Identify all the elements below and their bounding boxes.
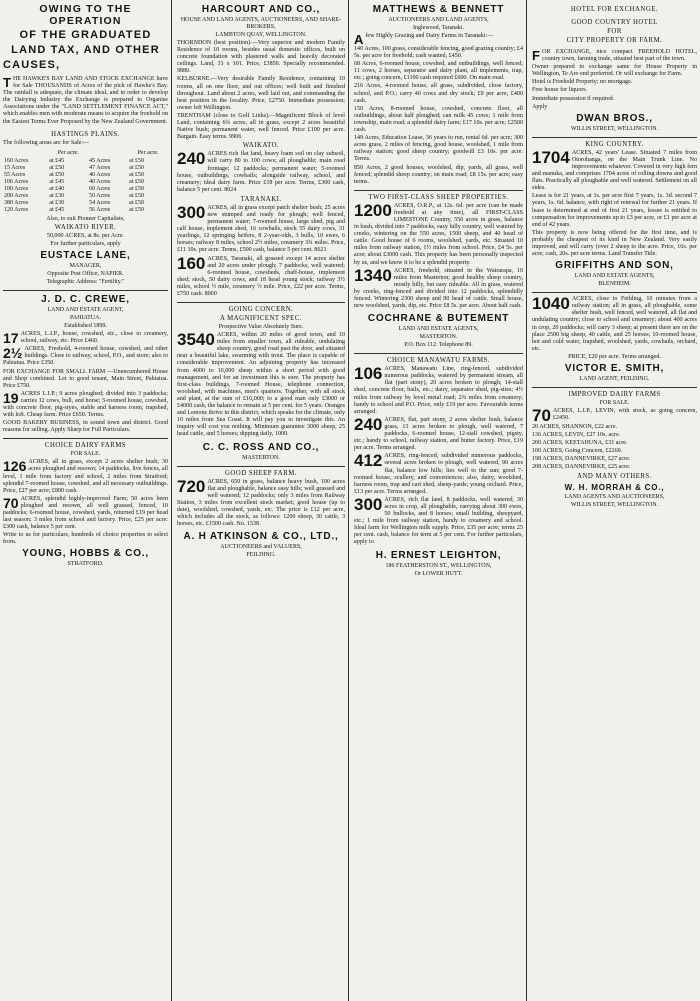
listing-text: ACRES, splendid highly-improved Farm; 50 acres been ploughed and resown, all well grassed, fenced, 10 paddocks; 6-roomed house, cowshed, yards, returned £19 per head last season; 3 miles from school and factory. Price, £25 per acre: £300 cash, balance 5 per cent. [3,495,168,531]
improved-dairy-advert [532,391,697,509]
table-cell: 50 Acres [89,192,111,199]
table-cell: at £45 [49,206,65,213]
concern-title: GOING CONCERN. [228,306,294,314]
listing-acres: 2½ [3,345,23,362]
listing [3,391,168,420]
table-row [3,179,168,186]
cochrane-role: LAND AND ESTATE AGENTS, [398,326,479,333]
listing-acres: 240 [354,414,383,434]
listing [354,414,523,453]
table-cell: 106 Acres [4,178,29,185]
table-cell: at £50 [129,199,145,206]
listing-text: ACRES, all in grass, except 2 acres shelter bush; 30 acres ploughed and resown; 14 paddocks, live fences, all level, 1 mile from factory and school, 2 miles from Stratford; splendid 7-roomed house, cowshed, and all necessary outbuildings. Price, £27 per acre; £800 cash. [3,459,168,494]
table-head-cell [88,149,128,158]
table-cell: at £50 [129,185,145,192]
harcourt-advert [177,4,345,303]
griffiths-town: BLENHEIM. [598,281,631,288]
listing-text: 68 Acres, 6-roomed house, cowshed, and outbuildings, well fenced; 11 cows, 2 horses, separator and dairy plant, all implements, trap, etc.; going concern, £1100 cash required £600. On main road. [354,61,523,82]
listing-text: 140 Acres, 100 grass, considerable fencing, good grazing country; £4 5s. per acre for freehold; cash wanted, £450. [354,46,523,60]
listing [3,369,168,390]
table-row [3,200,168,207]
listing-text: ACRES, flat, part stony, 2 acres shelter bush, balance grass, 13 acres broken to plough, well watered, 7 paddocks, 6-roomed house, 12-stall cowshed, pigsty, etc.; handy to school, railway station, and butter factory. Price, £19 per acre. Terms arranged. [354,416,523,452]
listing-acres: 240 [177,149,206,169]
concern-firm: C. C. ROSS AND CO., [202,441,320,453]
morrah-role: LAND AGENTS AND AUCTIONEERS, [564,493,665,500]
crewe-advert [3,294,168,439]
listing [354,366,523,417]
two-sheep-properties-advert [354,194,523,354]
concern-subtitle: A MAGNIFICENT SPEC. [219,315,303,323]
griffiths-role: LAND AND ESTATE AGENTS, [574,273,655,280]
listing [177,253,345,300]
dwan-address: WILLIS STREET, WELLINGTON. [570,125,659,132]
table-cell: at £50 [49,164,65,171]
leighton-address-2: Or LOWER HUTT. [414,570,463,577]
crewe-name: J. D. C. CREWE, [41,294,130,306]
harcourt-role: HOUSE AND LAND AGENTS, AUCTIONEERS, AND SHARE-BROKERS, [180,17,342,30]
improved-title: IMPROVED DAIRY FARMS [568,391,661,398]
cochrane-town: MASTERTON. [419,334,458,341]
table-cell: 380 Acres [4,199,29,206]
listing-acres: 17 [3,330,19,347]
matthews-role: AUCTIONEERS AND LAND AGENTS, [388,17,489,23]
table-cell: 45 Acres [89,157,111,164]
hastings-plains-title: HASTINGS PLAINS. [51,130,120,138]
hotel-para: Immediate possession if required. [532,95,615,102]
table-cell: at £45 [49,157,65,164]
improved-more: AND MANY OTHERS. [577,472,652,480]
table-head-cell: Per acre. [137,149,159,156]
matthews-intro: few Highly Grazing and Dairy Farms in Taranaki:— [365,33,494,39]
column-4 [529,0,700,1001]
morrah-firm: W. H. MORRAH & CO., [564,482,665,492]
hotel-para: Hotel is Freehold Property; no mortgage. [532,79,633,86]
leighton-firm: H. ERNEST LEIGHTON, [375,549,502,561]
listing-text: THORNDON (best position).—Very superior and modern Family Residence of 10 rooms, besides usual domestic offices, built on concrete foundation with plastered walls and heavily decorated ceilings. Land, 31 x 101. Price, £3850. Specially recommended. 9880. [177,40,345,75]
sheep-town: FEILDING. [246,552,276,559]
listing-text: ACRES, Freehold, 4-roomed house, cowshed, and other buildings. Close to railway, school, P.O., and store; also to Pahiatua. Price £350. [3,346,168,367]
table-row [3,158,168,165]
hotel-para: Owner prepared to exchange same for House Property in Wellington, Te Aro end preferred. Or will exchange for Farm. [532,64,697,78]
owing-headline-2: OF THE GRADUATED [19,29,152,41]
hotel-body: OR EXCHANGE, nice compact FREEHOLD HOTEL, country town, farming trade, situated best part of the town. [541,49,697,63]
listing-text: ACRES, close to Feilding, 10 minutes from a railway station; all in grass, all ploughable, some shelter bush, well fenced, well watered, all flat and undulating country; close to school and creamery; about 400 acres in crop, 20 paddocks; will carry 3 sheep; at present there are on the place 2500 big sheep, 40 cattle, and 25 horses; 10-roomed house, hot and cold water, trapshed, woolshed, yards, cowbails, orchard, etc. [532,296,697,352]
listing [177,202,345,256]
cochrane-firm: COCHRANE & BUTEMENT [367,313,510,325]
listing [354,453,523,497]
owing-headline-3: LAND TAX, AND OTHER [11,44,160,56]
harcourt-address: LAMBTON QUAY, WELLINGTON. [215,32,307,38]
table-head-cell: Per acre. [57,149,79,156]
improved-line: 208 ACRES, DANNEVIRKE, £25 acre. [532,464,631,471]
crewe-role: LAND AND ESTATE AGENT, [47,307,124,314]
listing [3,331,168,346]
listing [3,496,168,532]
listing-text: ACRES, L.I.P., LEVIN, with stock, as going concern, £2450. [552,408,697,422]
agent-name: EUSTACE LANE, [40,250,131,262]
owing-dropcap: T [3,75,11,90]
improved-line: 20 ACRES, SHANNON, £22 acre. [532,424,618,430]
king-country-advert [532,141,697,293]
crewe-established: Established 1899. [64,323,107,330]
listing-text: GOOD BAKERY BUSINESS, in sound town and district. Good reasons for selling. Apply Sharp for Full Particulars. [3,420,168,434]
listing-text: 150 Acres, 8-roomed house, cowshed, concrete floor, all outbuildings, about half ploughed; can milk 45 cows; 1 mile from township, main road; a splendid dairy farm; £17 10s. per acre; £2500 cash. [354,105,523,134]
listing-text: ACRES, 650 in grass, balance heavy bush, 100 acres flat and ploughable, balance easy hills; well grassed and well watered; 12 paddocks; only 3 miles from Railway Station, 3 miles from excellent stock market; good house (up to date), woolshed, cowshed, yards, etc. The price is £12 per acre, which includes all the stock, as follows: 1200 sheep, 30 cattle, 3 horses, etc. £1500 cash. No. 1538. [177,478,345,528]
listing-text: TRENTHAM (close to Golf Links).—Magnificent Block of level Land, containing 6¾ acres, all in grass, except 2 acres beautiful Native bush; permanent water, well fenced. Price £100 per acre. Bargain. Easy terms. 9906 [177,112,345,141]
listing-text: FOR EXCHANGE FOR SMALL FARM —Unencumbered House and Shop combined. Let to good tenant, Main Street, Pahiatua. Price £750. [3,368,168,389]
listing-acres: 1340 [354,265,392,285]
improved-line: 200 ACRES, KEETAHUNA, £31 acre. [532,440,628,447]
listing-text: ACRES, O.R.P., at 12s. 6d. per acre (can be made freehold at any time), all FIRST-CLASS LIMESTONE Country, 550 acres in grass, balance in bush, divided into 7 paddocks, easy hilly country, well watered by creeks, wintering on the 550 acres, 1500 sheep, and 40 head of cattle. Good house of 6 rooms, woolshed, yards, etc. Situated 10 miles from railway station, 1½ miles from school. Price, £4 5s. per acre; about £3000 cash. This property has been personally inspected by us, and we know it to be a splendid property. [354,202,523,266]
table-cell: at £50 [129,171,145,178]
hotel-apply: Apply [532,103,548,110]
listing-text: 216 Acres, 4-roomed house, all grass, subdivided, close factory, school, and P.O.; carry 40 cows and dry stock; £9 per acre, £400 cash. [354,83,523,104]
further-line: For further particulars, apply [50,240,121,247]
listing-acres: 412 [354,451,383,471]
listing-text: 850 Acres, 2 good houses, woolshed, dip, yards, all grass, well fenced; splendid sheep country; on main road; £8 15s. per acre; easy terms. [354,164,523,185]
improved-line: 136 ACRES, LEVIN, £27 10s. acre. [532,432,621,439]
table-cell: at £50 [49,171,65,178]
twofarms-title: TWO FIRST-CLASS SHEEP PROPERTIES. [368,193,509,201]
king-para: Lease is for 21 years, at 1s. per acre first 7 years, 1s. 3d. second 7 years, 1s. 6d. balance, with right of renewal for further 21 years. If lease is determined at end of first 21 years, lessee is entitled to compensation for improvements up to £3 per acre, or £1 per acre at end of 42 years. [532,193,697,228]
listing-acres: 126 [3,458,27,475]
listing-acres: 720 [177,476,206,496]
listing-text: ACRES, within 20 miles of good town, and 10 miles from smaller town, all rideable, undulating sheep country, good road past the door, and situated near a beautiful lake, swarming with trout. The place is capable of considerable improvement. An adjoining property has increased from 4000 to 10,000 sheep within a short period with good management, and for an investment this is sure. The property has first-class buildings, 7-roomed House, telephone connection, woolshed, with machines, men's quarters. Together, with all stock and plant, at the sum of £16,000; to a good man only £3000 or £4000 cash, the balance to remain at 5 per cent. for 5 years. Oranges and Lemons thrive in this district, which speaks for the climate, only 10 miles from Sea Coast. It will pay you to investigate this. An inquiry will cost you nothing. Minimum guarantee 3000 sheep, 25 head cattle, and 5 horses; dipping daily, 1000. [177,332,345,438]
owing-headline-1: OWING TO THE OPERATION [39,3,132,27]
hotel-sub-2: FOR [607,28,622,35]
concern-note: Prospective Value Absolutely Sure. [218,324,304,331]
listing-text: ACRES, all in grass except patch shelter bush; 25 acres new stumped and ready for plough; well fenced, permanent water; 7-roomed house, large shed, pig and calf house, implement shed, 16 cowbails, stock 55 dairy cows, 31 yearlings, 12 springing heifers, 8 2-year-olds, 3 bulls, 10 ewes, 6 horses; railway 8 miles, school 2½ miles, creamery 3¾ miles. Price, £11 10s. per acre. Terms, £500 cash, balance 5 per cent. 8621 [177,204,345,254]
smith-role: LAND AGENT, FEILDING. [579,376,650,382]
listing-text: ACRES, L.I.P., house, cowshed, etc., close to creamery, school, railway, etc. Price £460. [20,331,168,345]
choice-title: CHOICE DAIRY FARMS [44,442,127,450]
owing-advert [3,3,168,291]
listing-acres: 70 [3,494,19,511]
table-row [3,193,168,200]
hotel-para: Free house for liquors. [532,87,588,94]
listing [3,459,168,495]
waikato-river-title: WAIKATO RIVER. [54,223,117,231]
hotel-sub-3: CITY PROPERTY OR FARM. [566,37,663,44]
also-line: Also, to suit Pioneer Capitalists, [46,215,125,222]
table-cell: at £50 [129,157,145,164]
table-row [3,207,168,214]
listing-text: KELBURNE.—Very desirable Family Residence, containing 10 rooms, all on one floor, and out offices; well built and finished throughout. Land about 2 acres, well laid out, and commanding the best position in the locality. Price, £2750. Immediate possession; owner left Wellington. [177,76,345,111]
listing-text: 149 Acres, Education Lease, 36 years to run, rental 6d. per acre; 300 acres grass, 2 miles of fencing, good house, woolshed, 1 mile from railway station; good sheep country; goodwill £3 10s. per acre. Terms. [354,135,523,163]
listing-text: ACRES rich flat land, heavy loam soil on clay subsoil, will carry 80 to 100 cows; all ploughable; main road frontage; 12 paddocks; permanent water; 5-roomed house, outbuildings, cowbails; alongside railway, school, and creamery; ideal dairy farm. Price £18 per acre. Terms, £300 cash, balance 5 per cent. 8024 [177,151,345,193]
listing-text: ACRES, 42 years' Lease. Situated 7 miles from Otorohanga, on the Main Trunk Line. No improvements whatever. Covered in very high fern and manuka, and comprises 1704 acres of rolling downs and good flats. Practically all ploughable and well watered. Settlement on all sides. [532,149,697,192]
waikato-acres: 50,000 ACRES, at 8s. per Acre. [46,232,125,239]
table-cell: at £50 [129,164,145,171]
owing-headline-4: CAUSES, [3,59,61,71]
listing [3,420,168,434]
matthews-address: Inglewood, Taranaki. [413,25,464,31]
owing-body: HE HAWKE'S BAY LAND AND STOCK EXCHANGE have for Sale THOUSANDS of Acres of the pick of Hawke's Bay. The rainfall is adequate, the climate ideal, and in order to develop the Dairying Industry the Exchange is prepared to Organise Associations under the "LAND SETTLEMENT FINANCE ACT," which enables men with moderate means to acquire the freehold on the Easiest Terms Ever Proposed by the New Zealand Government. [3,76,168,125]
listing [354,494,523,548]
table-cell: 40 Acres [89,171,111,178]
listing-acres: 160 [177,253,206,273]
manawatu-title: CHOICE MANAWATU FARMS. [386,357,491,365]
table-cell: 200 Acres [4,192,29,199]
table-row [3,165,168,172]
griffiths-firm: GRIFFITHS AND SON, [555,260,674,272]
hastings-table [3,149,168,214]
table-cell: at £50 [129,192,145,199]
listing [354,200,523,268]
table-cell: at £50 [129,206,145,213]
harcourt-name: HARCOURT AND CO., [201,4,321,15]
table-cell: at £30 [49,199,65,206]
table-cell: 60 Acres [89,185,111,192]
table-cell: at £30 [49,192,65,199]
improved-line: 198 ACRES, DANNEVIRKE, £27 acre. [532,456,631,463]
listing-acres: 300 [354,494,383,514]
leighton-address: 186 FEATHERSTON ST., WELLINGTON, [385,562,492,569]
listing [3,346,168,368]
morrah-address: WILLIS STREET, WELLINGTON. [570,501,659,508]
agent-role: MANAGER, [69,263,102,270]
column-3 [351,0,527,1001]
table-cell: at £40 [49,185,65,192]
listing-text: ACRES, ring-fenced, subdivided numerous paddocks, several acres broken to plough, well watered, 90 acres flat, balance low hills; lies well to the sun; good 7-roomed house, scullery, and conveniences; also, dairy, woolshed, harness room, trap and cart shed, sheep-yards; young orchard. Price, £13 per acre. Terms arranged. [354,453,523,495]
table-cell: 54 Acres [89,199,111,206]
crewe-town: PAHIATUA. [70,315,101,322]
table-cell: at £45 [49,178,65,185]
table-cell: 47 Acres [89,164,111,171]
dwan-firm: DWAN BROS., [576,112,653,124]
hotel-dropcap: F [532,48,540,63]
table-cell: 100 Acres [4,185,29,192]
smith-firm: VICTOR E. SMITH, [564,363,665,374]
table-cell: 55 Acres [4,171,26,178]
waikato-title: WAIKATO. [242,142,280,150]
feilding-price: PRICE, £20 per acre. Terms arranged. [568,353,661,360]
telegraphic-address: Telegraphic Address: "Fertility." [46,279,125,286]
table-row [3,172,168,179]
sheep-farm-advert [177,470,345,560]
matthews-dropcap: A [354,32,364,47]
listing-acres: 1704 [532,147,570,167]
table-cell: 15 Acres [4,164,26,171]
listing-text: ACRES, freehold, situated in the Wairarapa, 10 miles from Masterton; good healthy sheep country, mostly hilly, but easy rideable. All in grass, watered by creeks, ring-fenced and divided into 12 paddocks, splendidly fenced. Wintering 2300 sheep and 80 head of cattle. Small house, new woolshed, yards, dip, etc. Price £8 5s. per acre. About half cash. [354,267,523,310]
table-cell: at £50 [129,178,145,185]
listing-acres: 19 [3,389,19,406]
sheep-firm: A. H ATKINSON & CO., LTD., [183,531,339,543]
column-2 [174,0,349,1001]
manawatu-advert [354,357,523,577]
table-cell: 40 Acres [89,178,111,185]
listing-acres: 1200 [354,200,392,220]
sheep-title: GOOD SHEEP FARM. [224,469,297,477]
listing [354,265,523,312]
choice-subtitle: FOR SALE. [70,451,101,458]
taranaki-title: TARANAKI. [240,195,282,203]
listing [177,151,345,195]
feilding-advert [532,296,697,388]
choice-note: Write to us for particulars, hundreds of choice properties to select from. [3,532,168,546]
listing-text: ACRES, Manawatu Line, ring-fenced, subdivided numerous paddocks, watered by permanent stream, all flat (part stony), 20 acres broken to plough; 14-stall shed, concrete floor, bails, etc.; dairy, separator shed, pig-sties; 4½ miles from railway by level metal road; 2¾ miles from creamery; handy to school and P.O. Price, only £19 per acre. Favourable terms arranged. [354,366,523,415]
cochrane-contact: P.O. Box 112. Telephone 89. [404,342,473,349]
king-title: KING COUNTRY. [585,140,644,148]
choice-firm: YOUNG, HOBBS & CO., [22,548,149,560]
choice-town: STRATFORD. [67,561,104,568]
table-head-cell [3,149,48,158]
concern-town: MASTERTON. [242,454,280,461]
table-cell: 120 Acres [4,206,29,213]
sheep-role: AUCTIONEERS and VALUERS, [220,544,302,551]
agent-address: Opposite Post Office, NAPIER. [47,271,124,278]
column-1 [0,0,172,1001]
listing-acres: 70 [532,406,551,425]
king-para: This property is now being offered for the first time, and is probably the cheapest of its kind in New Zealand. Very easily improved, and will carry (over 2 sheep to the acre. Price, 16s. per acre; cash, 20s. per acre terms. Land Transfer Title. [532,229,697,258]
matthews-advert [354,4,523,191]
table-cell: 56 Acres [89,206,111,213]
listing-acres: 1040 [532,294,570,314]
table-cell: 160 Acres [4,157,29,164]
going-concern-advert [177,306,345,466]
listing-text: ACRES, Taranaki, all grassed except 14 acres shelter and 20 acres under plough; 7 paddocks, well watered; 6-roomed house, cowsheds, chaff-house, implement shed; stock, 50 dairy cows, and 18 head young stock; railway 3½ miles, school ½ mile, creamery ½ mile. Price, £22 per acre. Terms, £750 cash. 8000 [177,255,345,297]
hotel-advert [532,2,697,138]
improved-line: 100 ACRES, Going Concern, £2260. [532,448,623,455]
listing-text: ACRES L.I.P.; 9 acres ploughed; divided into 3 paddocks; carries 12 cows, bull, and horse; 5-roomed house, cowshed, with concrete floor, pig-styes, stable and harness room, trapshed, with loft. Cheap farm. Price £650. Terms. [3,390,168,419]
table-row [3,186,168,193]
listing-text: ACRES, rich flat land, 8 paddocks, well watered, 30 acres in crop, all ploughable, carrying about 300 ewes, 50 bullocks, and 8 horses; small building, sheepyard, etc.; 1 mile from railway station, handy to creamery and school. Ideal farm for Wellington milk supply. Price, £35 per acre; terms 25 per cent. cash, balance for term at 5 per cent. For further particulars, apply to [354,496,523,546]
listing-acres: 106 [354,364,383,384]
improved-subtitle: FOR SALE. [599,400,630,406]
plains-intro: The following areas are for Sale:— [3,139,90,146]
choice-dairy-advert [3,442,168,568]
hotel-title: HOTEL FOR EXCHANGE. [570,6,659,13]
hotel-sub-1: GOOD COUNTRY HOTEL [571,19,658,26]
matthews-name: MATTHEWS & BENNETT [372,4,505,15]
listing-acres: 300 [177,202,206,222]
listing-acres: 3540 [177,330,215,350]
